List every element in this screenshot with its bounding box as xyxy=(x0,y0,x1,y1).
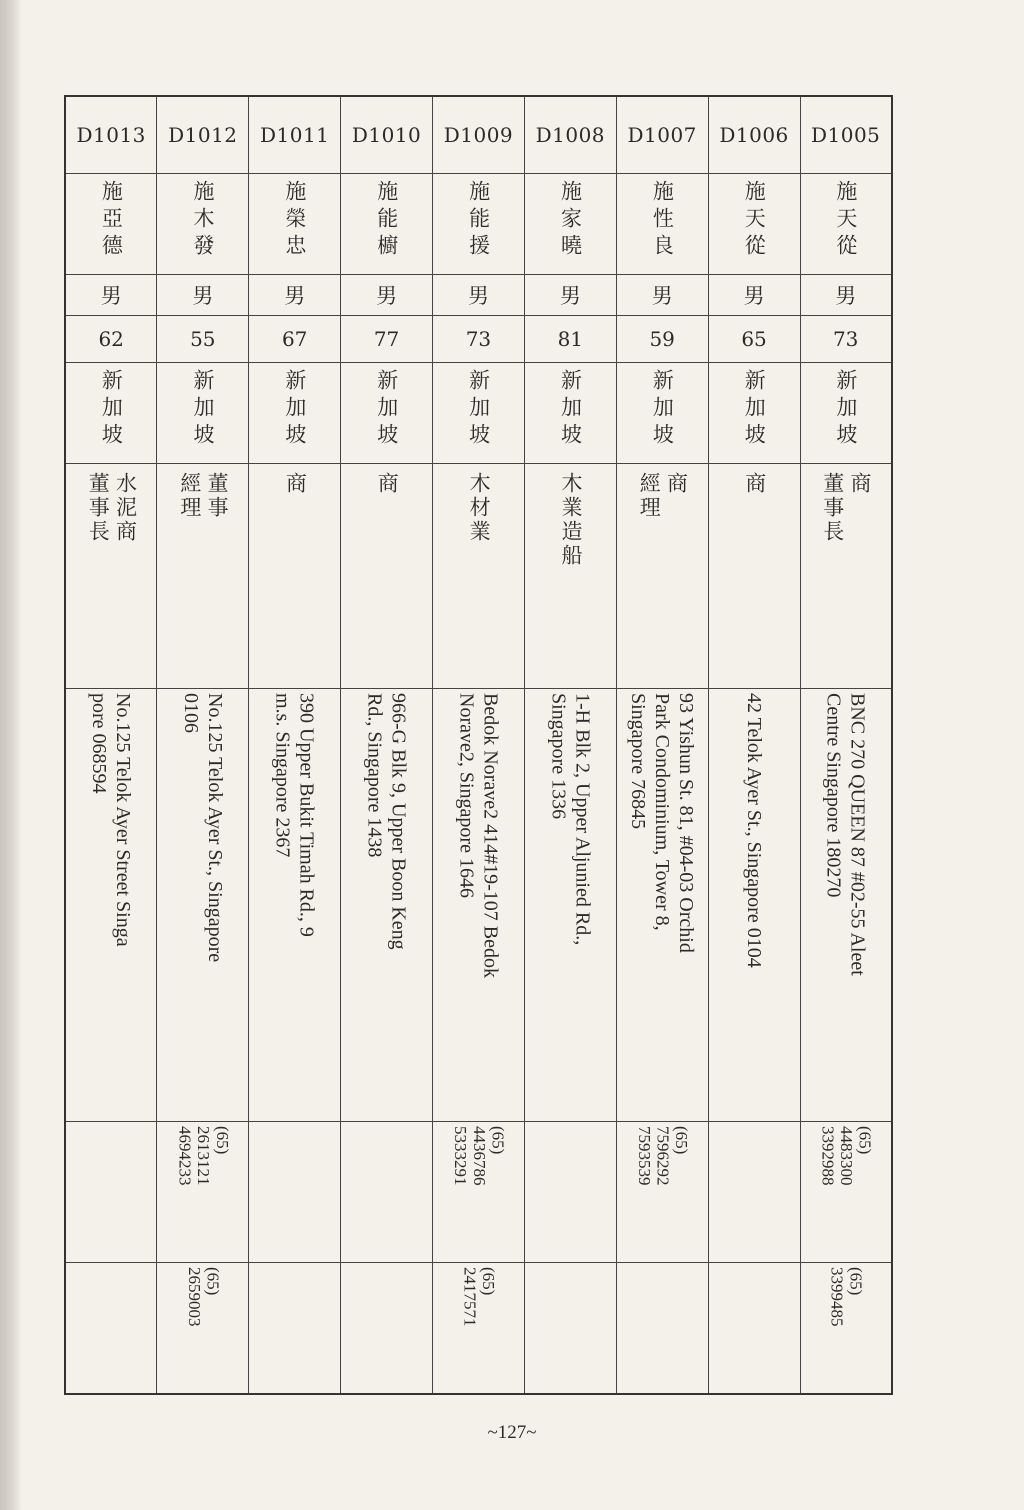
nationality-text: 新加坡 xyxy=(99,369,124,450)
cell-occupation xyxy=(433,464,525,689)
cell-fax xyxy=(157,1263,249,1395)
id-text: D1007 xyxy=(627,123,697,147)
fax-text: (65) 2417571 xyxy=(460,1267,499,1327)
cell-sex xyxy=(524,275,616,316)
cell-tel xyxy=(157,1122,249,1263)
cell-tel xyxy=(616,1122,708,1263)
cell-fax xyxy=(616,1263,708,1395)
sex-text: 男 xyxy=(651,284,673,308)
cell-address xyxy=(433,689,525,1122)
cell-sex xyxy=(708,275,800,316)
cell-fax xyxy=(524,1263,616,1395)
address-text: No.125 Telok Ayer Street Singa pore 068594 xyxy=(88,693,135,947)
cell-name xyxy=(708,174,800,275)
occupation-text: 商 xyxy=(742,472,767,496)
nationality-text: 新加坡 xyxy=(374,369,399,450)
name-text: 施天從 xyxy=(742,180,767,261)
cell-address xyxy=(65,689,157,1122)
cell-tel xyxy=(249,1122,341,1263)
address-text: 390 Upper Bukit Timah Rd., 9 m.s. Singapore 2367 xyxy=(271,693,318,937)
nationality-text: 新加坡 xyxy=(190,369,215,450)
age-text: 73 xyxy=(465,327,492,351)
cell-nationality xyxy=(524,363,616,464)
cell-sex xyxy=(249,275,341,316)
age-text: 62 xyxy=(98,327,124,351)
id-text: D1013 xyxy=(76,123,146,147)
cell-name xyxy=(616,174,708,275)
cell-occupation xyxy=(524,464,616,689)
records-table xyxy=(64,95,893,1395)
cell-name xyxy=(524,174,616,275)
cell-tel xyxy=(65,1122,157,1263)
nationality-text: 新加坡 xyxy=(282,369,307,450)
age-text: 65 xyxy=(741,327,767,351)
address-text: BNC 270 QUEEN 87 #02-55 Aleet Centre Singapore 180270 xyxy=(822,693,869,976)
sex-text: 男 xyxy=(743,284,765,308)
age-text: 55 xyxy=(190,327,216,351)
age-text: 77 xyxy=(373,327,400,351)
cell-fax xyxy=(249,1263,341,1395)
fax-text: (65) 2659003 xyxy=(184,1267,223,1327)
cell-age xyxy=(157,316,249,363)
cell-tel xyxy=(524,1122,616,1263)
cell-tel xyxy=(708,1122,800,1263)
cell-fax xyxy=(65,1263,157,1395)
row-age xyxy=(65,316,892,363)
cell-id xyxy=(65,96,157,174)
cell-age xyxy=(800,316,892,363)
name-text: 施亞德 xyxy=(99,180,124,261)
sex-text: 男 xyxy=(100,284,122,308)
occupation-text: 商 xyxy=(283,472,308,496)
occupation-text: 木業造船 xyxy=(558,472,583,568)
tel-text: (65) 4436786 5333291 xyxy=(451,1126,508,1186)
cell-tel xyxy=(433,1122,525,1263)
page-number: ~127~ xyxy=(487,1422,537,1443)
cell-name xyxy=(800,174,892,275)
id-text: D1009 xyxy=(443,123,514,147)
cell-age xyxy=(433,316,525,363)
cell-name xyxy=(249,174,341,275)
row-id xyxy=(65,96,892,174)
cell-sex xyxy=(433,275,525,316)
cell-tel xyxy=(800,1122,892,1263)
sex-text: 男 xyxy=(467,284,489,308)
member-table xyxy=(64,95,891,1387)
cell-id xyxy=(433,96,525,174)
cell-name xyxy=(65,174,157,275)
cell-name xyxy=(433,174,525,275)
cell-tel xyxy=(341,1122,433,1263)
address-text: 966-G Blk 9, Upper Boon Keng Rd., Singapore 1438 xyxy=(363,693,410,950)
cell-age xyxy=(249,316,341,363)
age-text: 67 xyxy=(281,327,308,351)
id-text: D1008 xyxy=(535,123,606,147)
page-binding-edge xyxy=(0,0,22,1510)
cell-occupation xyxy=(616,464,708,689)
sex-text: 男 xyxy=(284,284,306,308)
cell-address xyxy=(708,689,800,1122)
cell-id xyxy=(157,96,249,174)
nationality-text: 新加坡 xyxy=(833,369,858,450)
name-text: 施家曉 xyxy=(558,180,583,261)
cell-occupation xyxy=(65,464,157,689)
nationality-text: 新加坡 xyxy=(742,369,767,450)
row-name xyxy=(65,174,892,275)
cell-occupation xyxy=(157,464,249,689)
occupation-text: 商 經理 xyxy=(637,472,689,520)
cell-id xyxy=(249,96,341,174)
sex-text: 男 xyxy=(835,284,857,308)
age-text: 81 xyxy=(557,327,584,351)
cell-occupation xyxy=(708,464,800,689)
cell-name xyxy=(341,174,433,275)
id-text: D1012 xyxy=(168,123,238,147)
row-fax xyxy=(65,1263,892,1395)
cell-occupation xyxy=(341,464,433,689)
cell-sex xyxy=(65,275,157,316)
cell-name xyxy=(157,174,249,275)
cell-age xyxy=(65,316,157,363)
occupation-text: 董事 經理 xyxy=(177,472,230,520)
name-text: 施木發 xyxy=(190,180,215,261)
row-telephone xyxy=(65,1122,892,1263)
sex-text: 男 xyxy=(376,284,398,308)
nationality-text: 新加坡 xyxy=(558,369,583,450)
tel-text: (65) 4483300 3392988 xyxy=(818,1126,875,1186)
row-address xyxy=(65,689,892,1122)
cell-id xyxy=(341,96,433,174)
cell-sex xyxy=(616,275,708,316)
id-text: D1006 xyxy=(719,123,789,147)
cell-age xyxy=(524,316,616,363)
nationality-text: 新加坡 xyxy=(466,369,491,450)
address-text: 1-H Blk 2, Upper Aljunied Rd., Singapore 1336 xyxy=(547,693,594,946)
occupation-text: 商 董事長 xyxy=(820,472,872,544)
cell-fax xyxy=(433,1263,525,1395)
sex-text: 男 xyxy=(192,284,214,308)
cell-fax xyxy=(708,1263,800,1395)
row-occupation xyxy=(65,464,892,689)
cell-address xyxy=(249,689,341,1122)
cell-id xyxy=(616,96,708,174)
fax-text: (65) 3399485 xyxy=(827,1267,866,1327)
tel-text: (65) 7596292 7593539 xyxy=(634,1126,692,1186)
cell-sex xyxy=(157,275,249,316)
cell-address xyxy=(157,689,249,1122)
cell-fax xyxy=(341,1263,433,1395)
address-text: Bedok Norave2 414#19-107 Bedok Norave2, Singapore 1646 xyxy=(455,693,502,978)
row-sex xyxy=(65,275,892,316)
cell-address xyxy=(800,689,892,1122)
address-text: 93 Yishun St. 81, #04-03 Orchid Park Condominium, Tower 8, Singapore 76845 xyxy=(627,693,698,953)
cell-id xyxy=(708,96,800,174)
name-text: 施性良 xyxy=(650,180,675,261)
cell-age xyxy=(708,316,800,363)
name-text: 施能援 xyxy=(466,180,491,261)
name-text: 施榮忠 xyxy=(282,180,307,261)
cell-fax xyxy=(800,1263,892,1395)
cell-address xyxy=(341,689,433,1122)
cell-id xyxy=(524,96,616,174)
cell-nationality xyxy=(65,363,157,464)
cell-age xyxy=(341,316,433,363)
nationality-text: 新加坡 xyxy=(650,369,675,450)
cell-sex xyxy=(800,275,892,316)
cell-address xyxy=(524,689,616,1122)
id-text: D1005 xyxy=(810,123,881,147)
cell-nationality xyxy=(800,363,892,464)
age-text: 73 xyxy=(832,327,859,351)
id-text: D1010 xyxy=(351,123,422,147)
occupation-text: 木材業 xyxy=(467,472,492,544)
id-text: D1011 xyxy=(259,123,330,147)
tel-text: (65) 2613121 4694233 xyxy=(175,1126,232,1186)
cell-nationality xyxy=(708,363,800,464)
cell-nationality xyxy=(341,363,433,464)
cell-id xyxy=(800,96,892,174)
cell-nationality xyxy=(157,363,249,464)
sex-text: 男 xyxy=(559,284,581,308)
address-text: No.125 Telok Ayer St., Singapore 0106 xyxy=(179,693,226,963)
age-text: 59 xyxy=(649,327,675,351)
occupation-text: 水泥商 董事長 xyxy=(86,472,138,544)
cell-address xyxy=(616,689,708,1122)
cell-nationality xyxy=(616,363,708,464)
row-nationality xyxy=(65,363,892,464)
cell-age xyxy=(616,316,708,363)
cell-occupation xyxy=(800,464,892,689)
cell-nationality xyxy=(433,363,525,464)
address-text: 42 Telok Ayer St., Singapore 0104 xyxy=(743,693,766,968)
cell-sex xyxy=(341,275,433,316)
name-text: 施天從 xyxy=(833,180,858,261)
cell-occupation xyxy=(249,464,341,689)
occupation-text: 商 xyxy=(375,472,400,496)
cell-nationality xyxy=(249,363,341,464)
name-text: 施能櫥 xyxy=(374,180,399,261)
